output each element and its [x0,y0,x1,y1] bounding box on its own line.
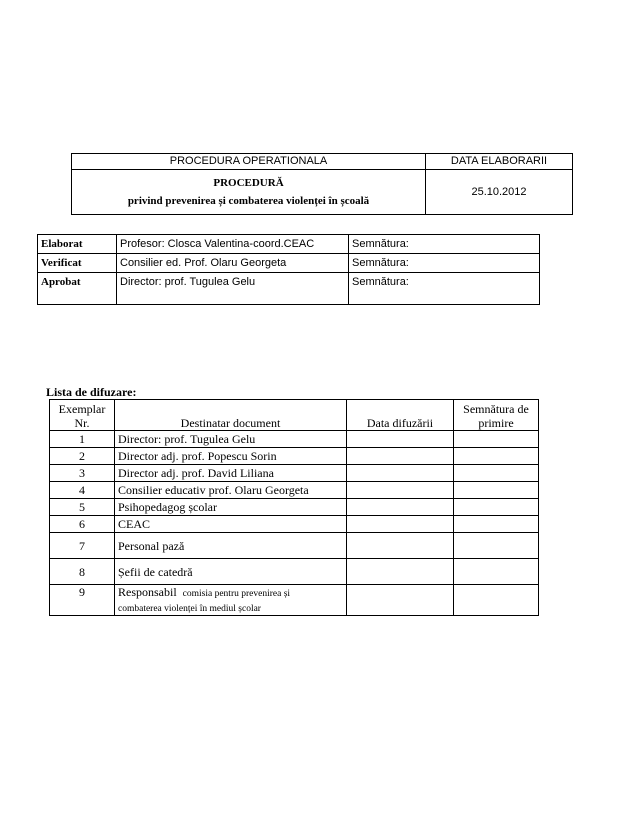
row-signature [454,448,539,465]
row-destination: Director adj. prof. David Liliana [115,465,347,482]
table-row [50,448,539,465]
date-label: DATA ELABORARII [426,154,573,170]
table-row [50,559,539,585]
row-number: 6 [50,516,115,533]
row-date [347,559,454,585]
approval-signature: Semnătura: [349,273,540,305]
row-signature [454,516,539,533]
row-signature [454,499,539,516]
row-destination: Șefii de catedră [115,559,347,585]
column-header-date: Data difuzării [347,400,454,431]
procedure-header-table [71,153,573,215]
row-signature [454,431,539,448]
table-row [50,533,539,559]
row-number: 9 [50,585,115,616]
column-header-signature-line1: Semnătura de [463,402,529,416]
approval-signature: Semnătura: [349,254,540,273]
distribution-header-row [50,400,539,431]
row-number: 5 [50,499,115,516]
row-number: 1 [50,431,115,448]
row-number: 2 [50,448,115,465]
row-destination: Director: prof. Tugulea Gelu [115,431,347,448]
table-row [50,516,539,533]
procedure-title [72,170,426,215]
table-row [50,482,539,499]
table-row [50,499,539,516]
row-destination-cont2: combaterea violenței în mediul școlar [118,604,261,614]
row-date [347,516,454,533]
row-signature [454,465,539,482]
distribution-table [49,399,539,616]
column-header-signature-line2: primire [478,416,514,430]
row-number: 8 [50,559,115,585]
column-header-signature [454,400,539,431]
row-destination [115,585,347,616]
row-date [347,448,454,465]
table-row [50,431,539,448]
row-number: 3 [50,465,115,482]
approval-signature: Semnătura: [349,235,540,254]
row-date [347,482,454,499]
approval-table [37,234,540,305]
row-destination-main: Responsabil [118,585,177,599]
procedure-label: PROCEDURA OPERATIONALA [72,154,426,170]
column-header-exemplar [50,400,115,431]
row-date [347,431,454,448]
row-date [347,533,454,559]
column-header-destination: Destinatar document [115,400,347,431]
row-date [347,499,454,516]
row-destination: Consilier educativ prof. Olaru Georgeta [115,482,347,499]
approval-role: Verificat [38,254,117,273]
row-destination: Personal pază [115,533,347,559]
distribution-list-title: Lista de difuzare: [46,385,137,399]
approval-row [38,254,540,273]
table-row [50,585,539,616]
approval-person: Consilier ed. Prof. Olaru Georgeta [117,254,349,273]
approval-person: Profesor: Closca Valentina-coord.CEAC [117,235,349,254]
approval-row [38,235,540,254]
row-destination-cont1: comisia pentru prevenirea și [182,589,291,599]
row-date [347,465,454,482]
column-header-exemplar-line2: Nr. [74,416,90,430]
approval-person: Director: prof. Tugulea Gelu [117,273,349,305]
row-number: 4 [50,482,115,499]
row-signature [454,482,539,499]
row-signature [454,533,539,559]
approval-row [38,273,540,305]
approval-role: Aprobat [38,273,117,305]
procedure-title-line1: PROCEDURĂ [213,177,284,189]
date-value: 25.10.2012 [426,170,573,215]
row-signature [454,585,539,616]
procedure-title-line2: privind prevenirea și combaterea violenței în școală [127,195,370,207]
column-header-exemplar-line1: Exemplar [58,402,106,416]
table-row [50,465,539,482]
row-date [347,585,454,616]
approval-role: Elaborat [38,235,117,254]
row-signature [454,559,539,585]
row-destination: Psihopedagog școlar [115,499,347,516]
row-destination: CEAC [115,516,347,533]
row-destination: Director adj. prof. Popescu Sorin [115,448,347,465]
row-number: 7 [50,533,115,559]
